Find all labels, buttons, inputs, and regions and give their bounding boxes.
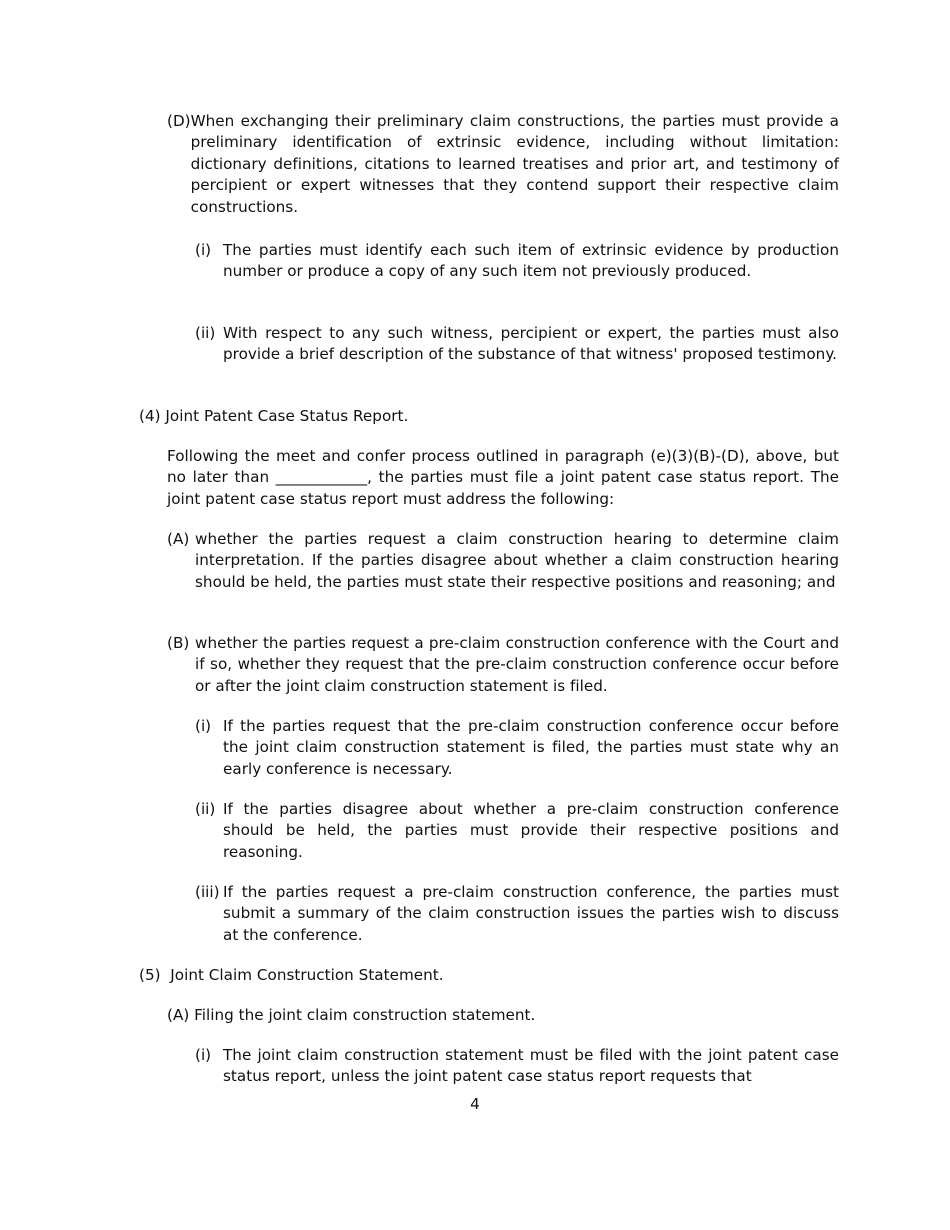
item-4b-text: whether the parties request a pre-claim construction conference with the Court and if so, whether they request that the pre-claim construction conference occur before or after the joint claim construction statement is filed. (195, 634, 839, 695)
item-d-text: When exchanging their preliminary claim constructions, the parties must provide a preliminary identification of extrinsic evidence, including without limitation: dictionary definitions, citations to learned treatises and prior art, and testimony of percipient or expert witnesses that they contend support their respective claim constructions. (190, 112, 839, 216)
item-4b-sub-i (195, 716, 839, 780)
item-5a-sub-i-text: The joint claim construction statement must be filed with the joint patent case status report, unless the joint patent case status report requests that (223, 1046, 839, 1086)
item-4b-sub-iii (195, 882, 839, 946)
section-5a-heading: (A) Filing the joint claim construction statement. (167, 1006, 536, 1024)
item-4b-sub-i-text: If the parties request that the pre-claim construction conference occur before the joint claim construction statement is filed, the parties must state why an early conference is necessary. (223, 717, 839, 778)
item-5a-sub-i-label: (i) (195, 1046, 216, 1064)
item-d-sub-i (195, 240, 839, 283)
item-4b-sub-iii-text: If the parties request a pre-claim construction conference, the parties must submit a summary of the claim construction issues the parties wish to discuss at the conference. (223, 883, 839, 944)
item-d-label: (D) (167, 112, 191, 130)
item-5a-sub-i (195, 1045, 839, 1088)
item-d-sub-ii (195, 323, 839, 366)
item-4b-sub-i-label: (i) (195, 717, 216, 735)
page-number: 4 (470, 1095, 480, 1113)
item-4a (167, 529, 839, 593)
item-d (167, 111, 839, 218)
item-4b-sub-iii-label: (iii) (195, 883, 225, 901)
item-d-sub-i-label: (i) (195, 241, 216, 259)
item-4b-sub-ii-text: If the parties disagree about whether a pre-claim construction conference should be held, the parties must provide their respective positions and reasoning. (223, 800, 839, 861)
item-4b-label: (B) (167, 634, 195, 652)
item-d-sub-ii-label: (ii) (195, 324, 221, 342)
item-4b-sub-ii (195, 799, 839, 863)
item-4a-text: whether the parties request a claim construction hearing to determine claim interpretation. If the parties disagree about whether a claim construction hearing should be held, the parties must state their respective positions and reasoning; and (195, 530, 839, 591)
section-5-heading: (5) Joint Claim Construction Statement. (139, 966, 444, 984)
item-4b (167, 633, 839, 697)
item-4a-label: (A) (167, 530, 195, 548)
section-4-heading: (4) Joint Patent Case Status Report. (139, 407, 409, 425)
section-4-intro: Following the meet and confer process outlined in paragraph (e)(3)(B)-(D), above, but no later than ____________, the parties must file a joint patent case status report. The joint patent case status report must address the following: (167, 447, 839, 508)
item-d-sub-ii-text: With respect to any such witness, percipient or expert, the parties must also provide a brief description of the substance of that witness' proposed testimony. (223, 324, 839, 364)
item-4b-sub-ii-label: (ii) (195, 800, 221, 818)
item-d-sub-i-text: The parties must identify each such item of extrinsic evidence by production number or produce a copy of any such item not previously produced. (223, 241, 839, 281)
